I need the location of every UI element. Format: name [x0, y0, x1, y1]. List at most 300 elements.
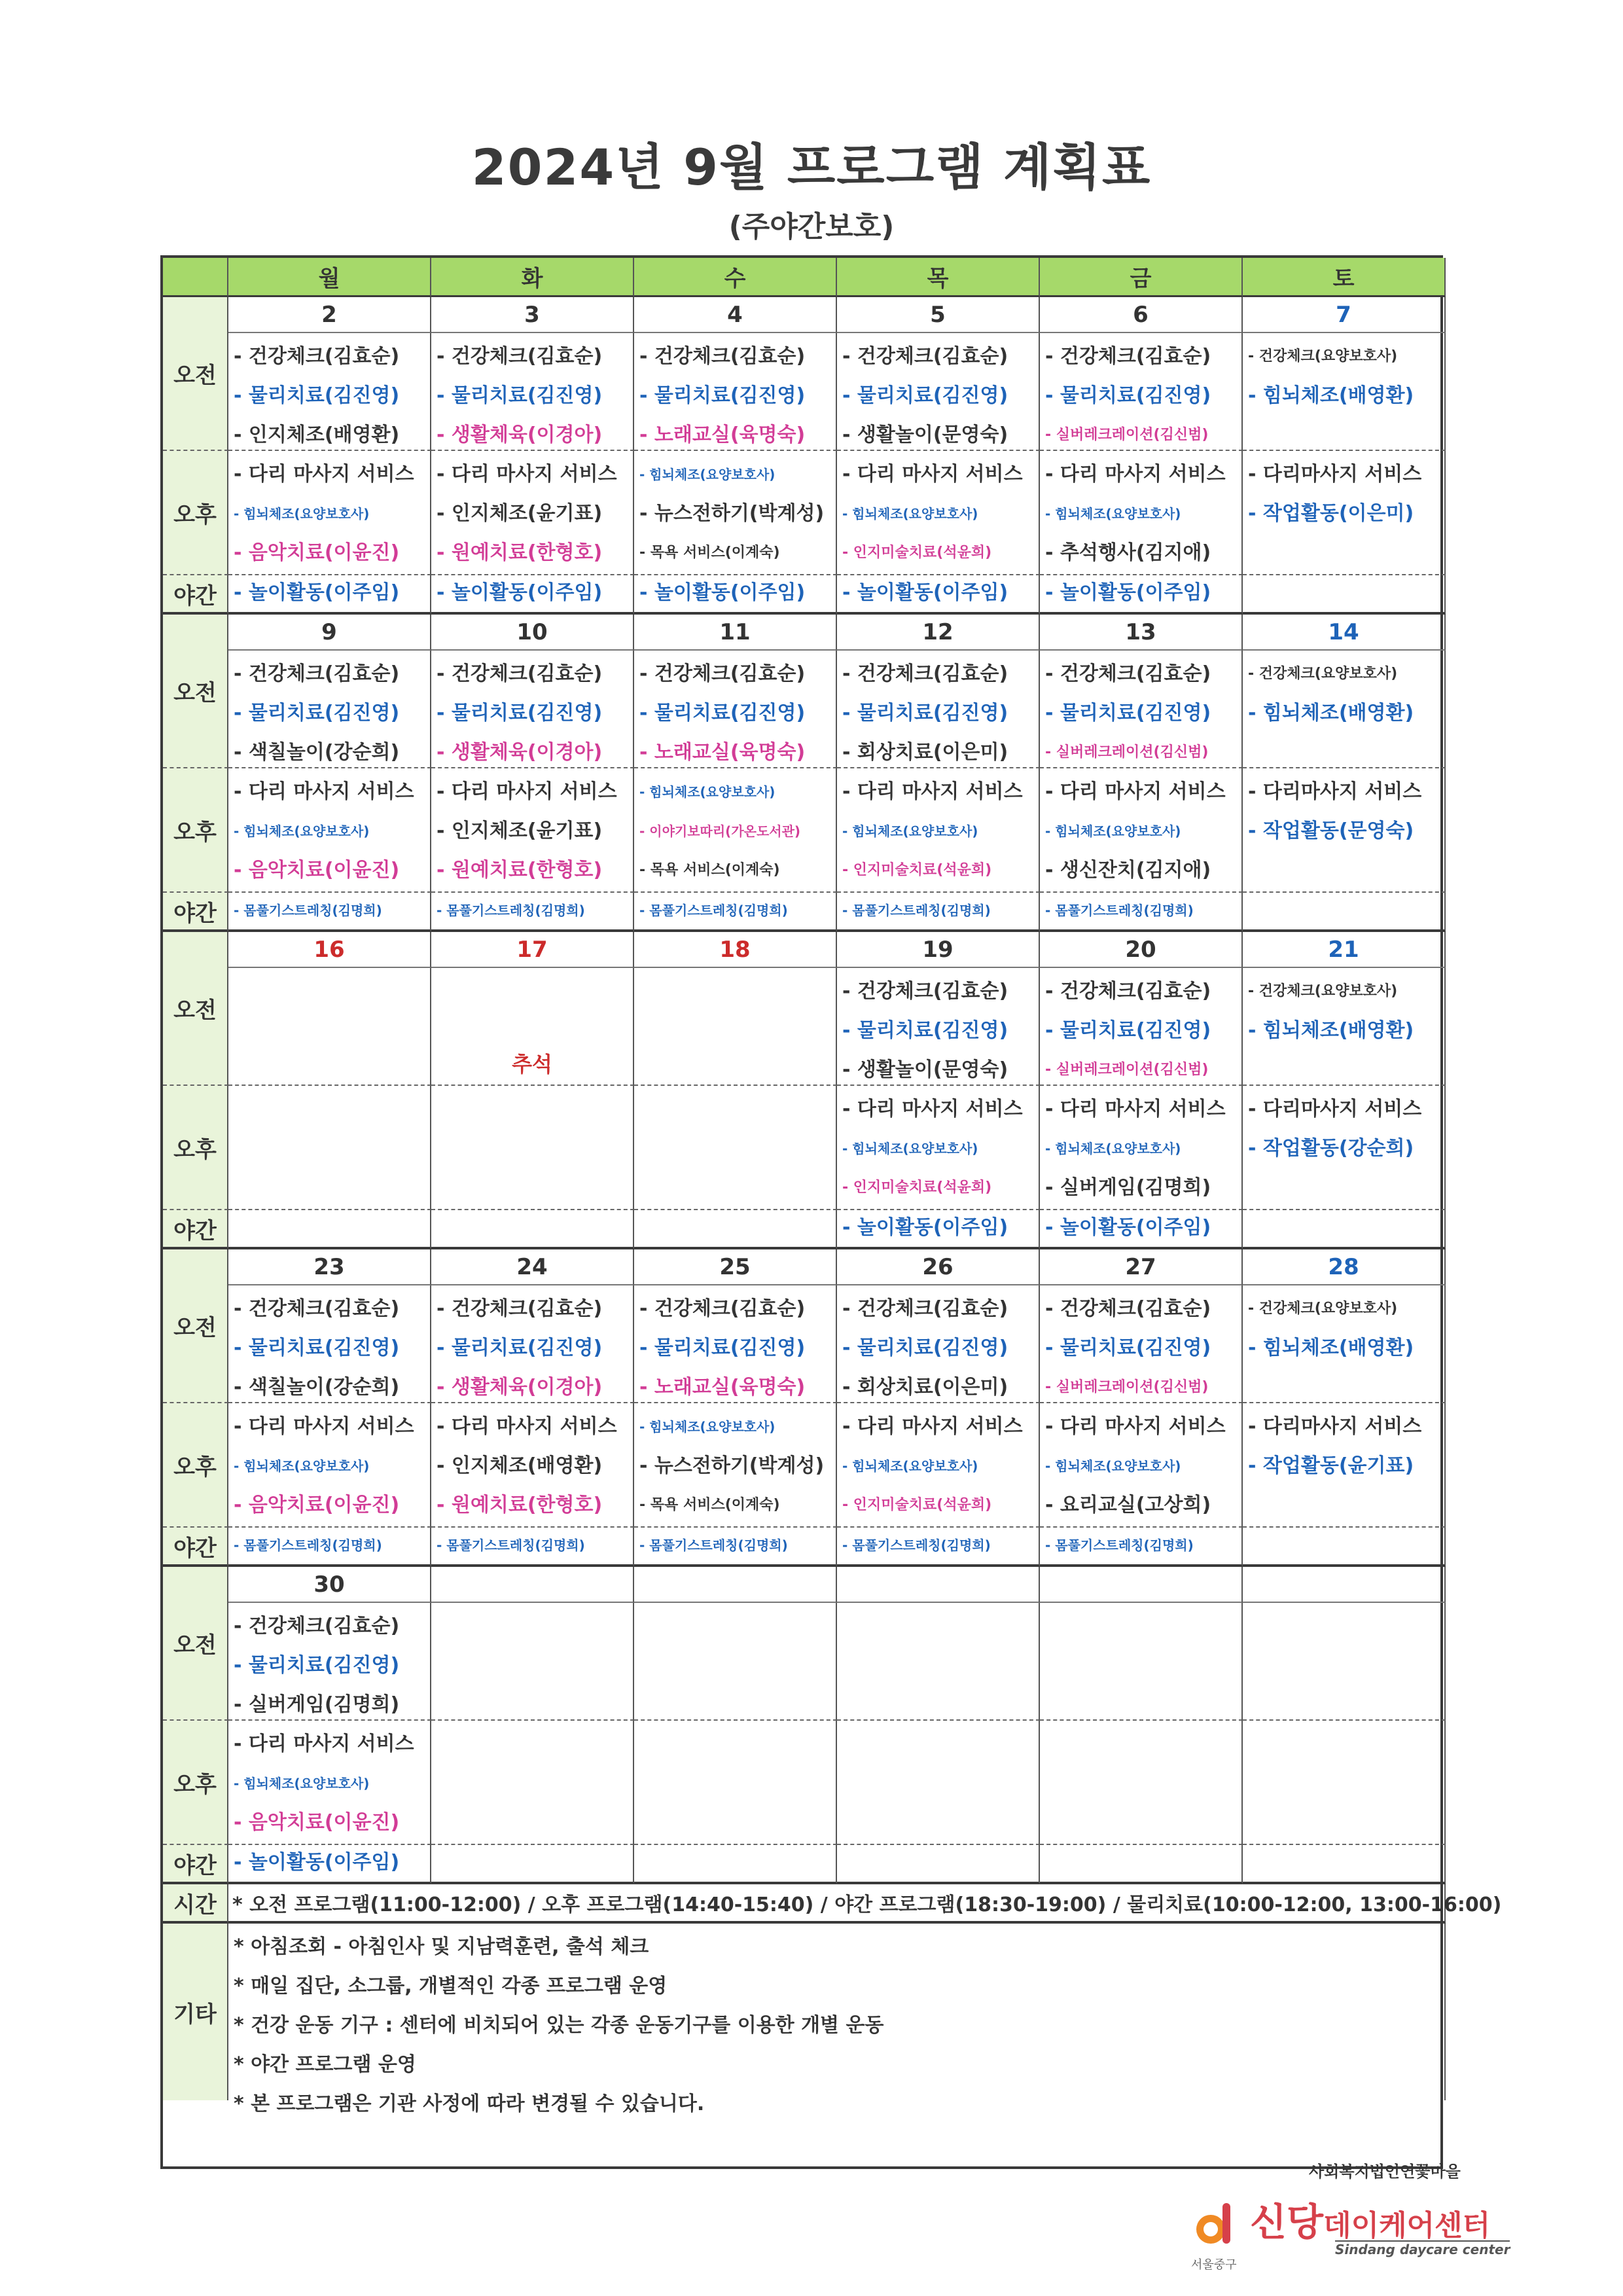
program-entry: - 몸풀기스트레칭(김명희): [234, 1537, 382, 1553]
date-cell: 27: [1040, 1249, 1243, 1285]
program-entry: - 목욕 서비스(이계숙): [639, 545, 780, 561]
program-entry: - 건강체크(김효순): [437, 345, 603, 368]
program-entry: - 뉴스전하기(박계성): [639, 502, 825, 525]
program-entry: - 건강체크(김효순): [234, 345, 400, 368]
am-label: 오전: [163, 1249, 228, 1403]
program-entry: - 다리마사지 서비스: [1248, 463, 1422, 486]
program-entry: - 실버레크레이션(김신범): [1045, 427, 1209, 443]
pm-slot: [634, 1086, 837, 1210]
program-entry: - 몸풀기스트레칭(김명희): [1045, 1537, 1194, 1553]
pm-slot: [431, 451, 634, 575]
program-entry: - 놀이활동(이주임): [1045, 581, 1211, 604]
note-item: * 야간 프로그램 운영: [234, 2053, 416, 2076]
program-entry: - 생활체육(이경아): [437, 741, 603, 764]
note-item: * 아침조회 - 아침인사 및 지남력훈련, 출석 체크: [234, 1935, 649, 1958]
program-entry: - 생활체육(이경아): [437, 1376, 603, 1399]
logo-name-main: 신당: [1250, 2200, 1324, 2244]
program-entry: - 건강체크(요양보호사): [1248, 1300, 1398, 1317]
date-cell: 10: [431, 615, 634, 651]
night-slot: [1243, 575, 1446, 615]
program-entry: - 힘뇌체조(요양보호사): [234, 1458, 370, 1474]
pm-slot: [1040, 451, 1243, 575]
note-item: * 건강 운동 기구 : 센터에 비치되어 있는 각종 운동기구를 이용한 개별 운동: [234, 2014, 884, 2037]
date-cell: 11: [634, 615, 837, 651]
night-slot: [228, 1210, 431, 1249]
night-slot: [837, 575, 1040, 615]
date-cell: 16: [228, 932, 431, 968]
am-slot: [431, 651, 634, 768]
date-cell: 25: [634, 1249, 837, 1285]
program-entry: - 힘뇌체조(요양보호사): [842, 1141, 978, 1157]
program-entry: - 물리치료(김진영): [437, 702, 603, 725]
pm-slot: [1040, 1086, 1243, 1210]
program-entry: - 몸풀기스트레칭(김명희): [1045, 903, 1194, 918]
am-slot: [1040, 1603, 1243, 1721]
program-entry: - 건강체크(요양보호사): [1248, 666, 1398, 682]
program-entry: - 물리치료(김진영): [234, 1336, 400, 1359]
program-entry: - 인지체조(윤기표): [437, 819, 603, 842]
night-slot: [431, 1528, 634, 1567]
header-corner: [163, 258, 228, 297]
program-entry: - 목욕 서비스(이계숙): [639, 862, 780, 878]
day-header: 화: [431, 258, 634, 297]
date-cell: 21: [1243, 932, 1446, 968]
night-slot: [1243, 1528, 1446, 1567]
program-entry: - 힘뇌체조(요양보호사): [639, 1419, 776, 1435]
program-entry: - 색칠놀이(강순희): [234, 741, 400, 764]
night-label: 야간: [163, 1845, 228, 1884]
am-label: 오전: [163, 932, 228, 1086]
program-entry: - 힘뇌체조(요양보호사): [639, 467, 776, 482]
logo-mark-icon: [1191, 2198, 1243, 2250]
pm-slot: [837, 1721, 1040, 1845]
date-cell: 12: [837, 615, 1040, 651]
night-slot: [837, 1845, 1040, 1884]
date-cell: 20: [1040, 932, 1243, 968]
am-slot: [228, 968, 431, 1086]
pm-slot: [837, 451, 1040, 575]
holiday-label: 추석: [431, 968, 634, 1086]
center-logo: [1178, 2152, 1544, 2270]
program-entry: - 다리 마사지 서비스: [234, 1732, 414, 1755]
pm-label: 오후: [163, 1403, 228, 1528]
night-slot: [1243, 1210, 1446, 1249]
program-entry: - 다리 마사지 서비스: [842, 780, 1023, 803]
program-entry: - 실버레크레이션(김신범): [1045, 1062, 1209, 1078]
am-slot: [1243, 333, 1446, 451]
pm-slot: [1243, 1403, 1446, 1528]
date-cell: 14: [1243, 615, 1446, 651]
program-entry: - 건강체크(김효순): [1045, 980, 1211, 1003]
night-slot: [431, 1845, 634, 1884]
program-entry: - 힘뇌체조(요양보호사): [842, 823, 978, 839]
program-entry: - 작업활동(이은미): [1248, 502, 1414, 525]
am-slot: [228, 333, 431, 451]
pm-slot: [1040, 1721, 1243, 1845]
program-entry: - 건강체크(김효순): [842, 980, 1008, 1003]
date-cell: [1243, 1567, 1446, 1603]
notes-block: [228, 1924, 1446, 2115]
program-entry: - 다리 마사지 서비스: [234, 463, 414, 486]
program-entry: - 음악치료(이윤진): [234, 859, 400, 882]
program-entry: - 몸풀기스트레칭(김명희): [842, 1537, 991, 1553]
night-slot: [228, 893, 431, 932]
program-entry: - 인지미술치료(석윤희): [842, 1497, 992, 1513]
program-entry: - 물리치료(김진영): [1045, 1336, 1211, 1359]
program-entry: - 몸풀기스트레칭(김명희): [234, 903, 382, 918]
am-slot: [634, 1285, 837, 1403]
program-entry: - 힘뇌체조(요양보호사): [234, 506, 370, 522]
program-entry: - 실버레크레이션(김신범): [1045, 744, 1209, 761]
pm-slot: [431, 1721, 634, 1845]
am-slot: [837, 333, 1040, 451]
pm-slot: [228, 1086, 431, 1210]
page-title: 2024년 9월 프로그램 계획표: [471, 138, 1152, 196]
program-entry: - 인지미술치료(석윤희): [842, 862, 992, 878]
program-entry: - 생활체육(이경아): [437, 423, 603, 446]
am-slot: [837, 968, 1040, 1086]
program-entry: - 물리치료(김진영): [639, 1336, 806, 1359]
program-entry: - 생활놀이(문영숙): [842, 423, 1008, 446]
program-entry: - 실버게임(김명희): [234, 1693, 400, 1716]
day-header: 월: [228, 258, 431, 297]
am-slot: [1040, 333, 1243, 451]
pm-slot: [228, 768, 431, 893]
program-entry: - 건강체크(요양보호사): [1248, 983, 1398, 999]
program-entry: - 작업활동(윤기표): [1248, 1454, 1414, 1477]
pm-slot: [431, 1086, 634, 1210]
pm-label: 오후: [163, 768, 228, 893]
program-entry: - 다리 마사지 서비스: [1045, 1098, 1226, 1121]
night-slot: [1040, 575, 1243, 615]
am-slot: [431, 333, 634, 451]
program-entry: - 건강체크(김효순): [1045, 662, 1211, 685]
program-entry: - 힘뇌체조(요양보호사): [1045, 1458, 1181, 1474]
program-entry: - 다리마사지 서비스: [1248, 780, 1422, 803]
night-slot: [228, 575, 431, 615]
pm-label: 오후: [163, 1086, 228, 1210]
am-label: 오전: [163, 1567, 228, 1721]
date-cell: 19: [837, 932, 1040, 968]
pm-slot: [634, 1403, 837, 1528]
program-entry: - 건강체크(김효순): [842, 345, 1008, 368]
program-entry: - 몸풀기스트레칭(김명희): [842, 903, 991, 918]
program-entry: - 인지미술치료(석윤희): [842, 545, 992, 561]
program-entry: - 건강체크(김효순): [437, 662, 603, 685]
date-cell: 28: [1243, 1249, 1446, 1285]
program-entry: - 회상치료(이은미): [842, 741, 1008, 764]
program-entry: - 힘뇌체조(배영환): [1248, 702, 1414, 725]
am-slot: [837, 1285, 1040, 1403]
program-entry: - 생신잔치(김지애): [1045, 859, 1211, 882]
program-entry: - 물리치료(김진영): [234, 702, 400, 725]
date-cell: 5: [837, 297, 1040, 333]
program-entry: - 작업활동(강순희): [1248, 1137, 1414, 1160]
program-entry: - 노래교실(육명숙): [639, 1376, 806, 1399]
program-entry: - 건강체크(김효순): [234, 662, 400, 685]
logo-name-sub: 데이케어센터: [1323, 2209, 1491, 2242]
pm-label: 오후: [163, 1721, 228, 1845]
program-entry: - 건강체크(김효순): [842, 662, 1008, 685]
program-entry: - 힘뇌체조(요양보호사): [234, 823, 370, 839]
night-slot: [228, 1528, 431, 1567]
program-entry: - 회상치료(이은미): [842, 1376, 1008, 1399]
pm-slot: [228, 1403, 431, 1528]
date-cell: [837, 1567, 1040, 1603]
am-slot: [634, 1603, 837, 1721]
program-entry: - 인지체조(윤기표): [437, 502, 603, 525]
program-entry: - 물리치료(김진영): [842, 702, 1008, 725]
pm-slot: [1243, 451, 1446, 575]
program-entry: - 힘뇌체조(배영환): [1248, 1336, 1414, 1359]
night-slot: [1040, 1210, 1243, 1249]
program-entry: - 다리 마사지 서비스: [1045, 1415, 1226, 1438]
date-cell: [634, 1567, 837, 1603]
am-slot: [1040, 1285, 1243, 1403]
program-entry: - 놀이활동(이주임): [1045, 1216, 1211, 1239]
am-slot: [431, 1603, 634, 1721]
schedule-table: [160, 255, 1502, 2169]
date-cell: 17: [431, 932, 634, 968]
program-entry: - 힘뇌체조(배영환): [1248, 1019, 1414, 1042]
day-header: 수: [634, 258, 837, 297]
program-entry: - 원예치료(한형호): [437, 541, 603, 564]
am-slot: [1040, 968, 1243, 1086]
date-cell: 30: [228, 1567, 431, 1603]
pm-slot: [634, 451, 837, 575]
night-slot: [431, 1210, 634, 1249]
night-slot: [837, 893, 1040, 932]
program-entry: - 물리치료(김진영): [234, 1654, 400, 1677]
other-label: 기타: [163, 1924, 228, 2100]
program-entry: - 힘뇌체조(요양보호사): [842, 1458, 978, 1474]
program-entry: - 원예치료(한형호): [437, 859, 603, 882]
am-slot: [228, 1603, 431, 1721]
program-entry: - 인지체조(배영환): [234, 423, 400, 446]
date-cell: [431, 1567, 634, 1603]
am-slot: [837, 651, 1040, 768]
program-entry: - 다리 마사지 서비스: [234, 1415, 414, 1438]
pm-slot: [634, 768, 837, 893]
am-slot: [837, 1603, 1040, 1721]
program-entry: - 놀이활동(이주임): [842, 581, 1008, 604]
date-cell: 9: [228, 615, 431, 651]
program-entry: - 몸풀기스트레칭(김명희): [437, 903, 585, 918]
date-cell: 3: [431, 297, 634, 333]
night-slot: [228, 1845, 431, 1884]
pm-slot: [1243, 1086, 1446, 1210]
program-entry: - 작업활동(문영숙): [1248, 819, 1414, 842]
program-entry: - 놀이활동(이주임): [437, 581, 603, 604]
program-entry: - 건강체크(김효순): [639, 662, 806, 685]
date-cell: 2: [228, 297, 431, 333]
program-entry: - 힘뇌체조(요양보호사): [842, 506, 978, 522]
program-entry: - 건강체크(김효순): [234, 1297, 400, 1320]
am-label: 오전: [163, 297, 228, 451]
program-entry: - 물리치료(김진영): [1045, 702, 1211, 725]
night-slot: [1243, 893, 1446, 932]
pm-slot: [1040, 768, 1243, 893]
logo-foundation-text: 사회복지법인연꽃마을: [1309, 2162, 1461, 2181]
program-entry: - 다리 마사지 서비스: [437, 780, 617, 803]
pm-slot: [431, 768, 634, 893]
pm-slot: [1243, 1721, 1446, 1845]
program-entry: - 물리치료(김진영): [842, 1336, 1008, 1359]
program-entry: - 물리치료(김진영): [234, 384, 400, 407]
program-entry: - 힘뇌체조(요양보호사): [639, 784, 776, 800]
night-label: 야간: [163, 1210, 228, 1249]
pm-slot: [837, 1403, 1040, 1528]
program-entry: - 물리치료(김진영): [1045, 1019, 1211, 1042]
program-entry: - 물리치료(김진영): [1045, 384, 1211, 407]
program-entry: - 인지미술치료(석윤희): [842, 1179, 992, 1196]
pm-slot: [431, 1403, 634, 1528]
date-cell: 7: [1243, 297, 1446, 333]
night-slot: [634, 1845, 837, 1884]
logo-name: [1250, 2191, 1490, 2246]
program-entry: - 몸풀기스트레칭(김명희): [437, 1537, 585, 1553]
program-entry: - 색칠놀이(강순희): [234, 1376, 400, 1399]
program-entry: - 물리치료(김진영): [437, 384, 603, 407]
program-entry: - 건강체크(김효순): [842, 1297, 1008, 1320]
program-entry: - 뉴스전하기(박계성): [639, 1454, 825, 1477]
day-header: 토: [1243, 258, 1446, 297]
note-item: * 본 프로그램은 기관 사정에 따라 변경될 수 있습니다.: [234, 2092, 705, 2115]
night-slot: [837, 1528, 1040, 1567]
logo-english-name: Sindang daycare center: [1335, 2242, 1510, 2257]
program-entry: - 음악치료(이윤진): [234, 541, 400, 564]
program-entry: - 힘뇌체조(요양보호사): [1045, 506, 1181, 522]
program-entry: - 놀이활동(이주임): [234, 581, 400, 604]
program-entry: - 생활놀이(문영숙): [842, 1058, 1008, 1081]
pm-slot: [837, 1086, 1040, 1210]
date-cell: 26: [837, 1249, 1040, 1285]
program-entry: - 건강체크(김효순): [639, 1297, 806, 1320]
am-slot: [431, 1285, 634, 1403]
program-entry: - 힘뇌체조(요양보호사): [1045, 823, 1181, 839]
program-entry: - 힘뇌체조(요양보호사): [234, 1776, 370, 1791]
am-slot: [228, 651, 431, 768]
program-entry: - 건강체크(김효순): [234, 1615, 400, 1638]
pm-slot: [1040, 1403, 1243, 1528]
day-header: 목: [837, 258, 1040, 297]
program-entry: - 몸풀기스트레칭(김명희): [639, 1537, 788, 1553]
program-entry: - 다리 마사지 서비스: [1045, 780, 1226, 803]
program-entry: - 물리치료(김진영): [437, 1336, 603, 1359]
program-entry: - 다리마사지 서비스: [1248, 1098, 1422, 1121]
date-cell: 18: [634, 932, 837, 968]
night-slot: [634, 893, 837, 932]
program-entry: - 물리치료(김진영): [842, 1019, 1008, 1042]
program-entry: - 건강체크(김효순): [1045, 345, 1211, 368]
am-slot: [1243, 1603, 1446, 1721]
program-entry: - 다리 마사지 서비스: [1045, 463, 1226, 486]
program-entry: - 물리치료(김진영): [639, 702, 806, 725]
program-entry: - 건강체크(김효순): [639, 345, 806, 368]
program-entry: - 다리마사지 서비스: [1248, 1415, 1422, 1438]
program-entry: - 놀이활동(이주임): [639, 581, 806, 604]
night-slot: [634, 1528, 837, 1567]
program-entry: - 물리치료(김진영): [639, 384, 806, 407]
program-entry: - 다리 마사지 서비스: [842, 1098, 1023, 1121]
program-entry: - 건강체크(김효순): [1045, 1297, 1211, 1320]
day-header: 금: [1040, 258, 1243, 297]
program-entry: - 원예치료(한형호): [437, 1494, 603, 1516]
night-slot: [1243, 1845, 1446, 1884]
program-entry: - 인지체조(배영환): [437, 1454, 603, 1477]
program-entry: - 물리치료(김진영): [842, 384, 1008, 407]
night-slot: [431, 575, 634, 615]
program-entry: - 이야기보따리(가온도서관): [639, 823, 801, 839]
time-info: * 오전 프로그램(11:00-12:00) / 오후 프로그램(14:40-15:40) / 야간 프로그램(18:30-19:00) / 물리치료(10:00-12:00, 13:00-16:00): [228, 1884, 1446, 1924]
am-slot: [634, 968, 837, 1086]
program-entry: - 다리 마사지 서비스: [842, 1415, 1023, 1438]
program-entry: - 목욕 서비스(이계숙): [639, 1497, 780, 1513]
program-entry: - 음악치료(이윤진): [234, 1811, 400, 1834]
am-slot: [1040, 651, 1243, 768]
pm-label: 오후: [163, 451, 228, 575]
date-cell: 13: [1040, 615, 1243, 651]
night-slot: [1040, 1845, 1243, 1884]
am-slot: [1243, 968, 1446, 1086]
night-label: 야간: [163, 1528, 228, 1567]
am-slot: [634, 333, 837, 451]
night-label: 야간: [163, 575, 228, 615]
date-cell: [1040, 1567, 1243, 1603]
am-label: 오전: [163, 615, 228, 768]
program-entry: - 다리 마사지 서비스: [437, 463, 617, 486]
program-entry: - 다리 마사지 서비스: [842, 463, 1023, 486]
date-cell: 4: [634, 297, 837, 333]
program-entry: - 건강체크(요양보호사): [1248, 348, 1398, 365]
night-slot: [634, 1210, 837, 1249]
pm-slot: [634, 1721, 837, 1845]
program-entry: - 음악치료(이윤진): [234, 1494, 400, 1516]
pm-slot: [1243, 768, 1446, 893]
program-entry: - 다리 마사지 서비스: [437, 1415, 617, 1438]
note-item: * 매일 집단, 소그룹, 개별적인 각종 프로그램 운영: [234, 1975, 668, 1998]
program-entry: - 놀이활동(이주임): [234, 1851, 400, 1874]
program-entry: - 몸풀기스트레칭(김명희): [639, 903, 788, 918]
am-slot: [634, 651, 837, 768]
program-entry: - 힘뇌체조(요양보호사): [1045, 1141, 1181, 1157]
am-slot: [228, 1285, 431, 1403]
program-entry: - 힘뇌체조(배영환): [1248, 384, 1414, 407]
night-slot: [431, 893, 634, 932]
night-slot: [1040, 1528, 1243, 1567]
program-entry: - 실버게임(김명희): [1045, 1176, 1211, 1199]
am-slot: [1243, 651, 1446, 768]
program-entry: - 건강체크(김효순): [437, 1297, 603, 1320]
program-entry: - 놀이활동(이주임): [842, 1216, 1008, 1239]
date-cell: 24: [431, 1249, 634, 1285]
night-slot: [837, 1210, 1040, 1249]
pm-slot: [837, 768, 1040, 893]
am-slot: [1243, 1285, 1446, 1403]
time-label: 시간: [163, 1884, 228, 1924]
night-label: 야간: [163, 893, 228, 932]
night-slot: [1040, 893, 1243, 932]
pm-slot: [228, 1721, 431, 1845]
night-slot: [634, 575, 837, 615]
date-cell: 23: [228, 1249, 431, 1285]
program-entry: - 실버레크레이션(김신범): [1045, 1379, 1209, 1395]
program-entry: - 노래교실(육명숙): [639, 741, 806, 764]
logo-district: 서울중구: [1191, 2258, 1237, 2272]
pm-slot: [228, 451, 431, 575]
program-entry: - 요리교실(고상희): [1045, 1494, 1211, 1516]
page-subtitle: (주야간보호): [728, 210, 895, 243]
